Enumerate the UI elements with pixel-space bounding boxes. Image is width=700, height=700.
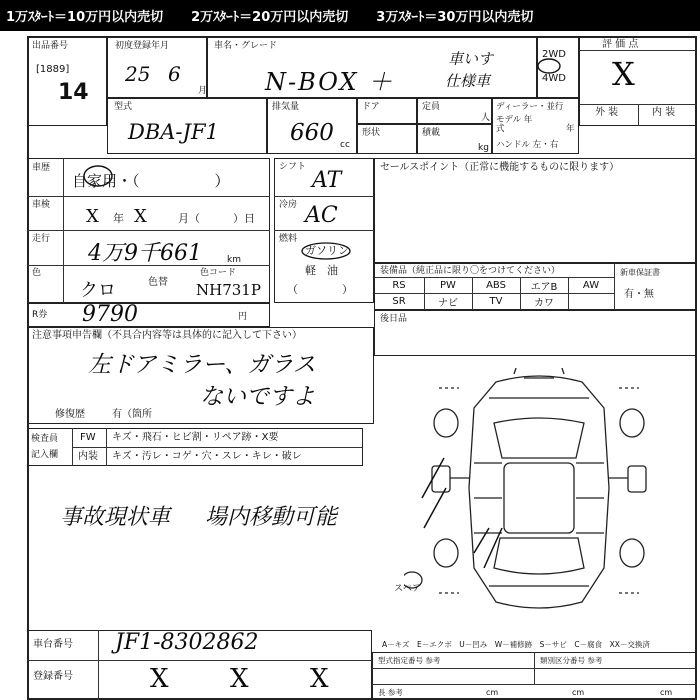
aftermarket-box	[374, 310, 697, 356]
fuel-paren: （ ）	[287, 283, 353, 296]
grade-exterior: 外 装	[595, 107, 619, 118]
history-value: 自家用・（ ）	[72, 172, 230, 190]
exhibit-label: 出品番号	[32, 41, 69, 51]
sales-point-label: セールスポイント（正常に機能するものに限ります）	[380, 162, 620, 173]
capacity-label: 定員	[422, 102, 441, 112]
drive-circle-mark	[536, 57, 562, 75]
door-label: ドア	[362, 102, 380, 112]
warranty-value: 有・無	[624, 289, 654, 300]
fuel-alt: 軽 油	[305, 264, 338, 277]
displacement-label: 排気量	[272, 102, 300, 112]
damage-legend: A－キズ E－エクボ U－凹み W－補修跡 S－サビ C－腐食 XX－交換済	[382, 640, 650, 649]
equipment-label: 装備品（純正品に限り〇をつけてください）	[380, 266, 561, 276]
exhibit-code: [1889]	[36, 64, 70, 75]
car-name-note-1: 車いす	[448, 50, 494, 68]
chassis-value: JF1-8302862	[115, 630, 259, 655]
fuel-circle-mark	[300, 241, 352, 261]
model-value: DBA-JF1	[128, 120, 219, 144]
color-code-label: 色コード	[200, 268, 237, 278]
shift-label: シフト	[279, 162, 307, 172]
drive-2wd: 2WD	[542, 49, 566, 60]
load-label: 積載	[422, 128, 441, 138]
recycle-value: 9790	[82, 302, 138, 327]
equip-sr: SR	[392, 296, 406, 307]
color-value: クロ	[80, 280, 116, 301]
grade-label: 評 価 点	[602, 39, 639, 50]
cert-row-1: 型式指定番号 参考	[378, 656, 441, 665]
inspection-year: X	[86, 206, 99, 227]
aircon-label: 冷房	[279, 200, 298, 210]
car-name-note-2: 仕様車	[445, 72, 491, 90]
shift-value: AT	[312, 168, 342, 193]
car-damage-diagram	[404, 368, 674, 618]
first-reg-year: 25	[125, 62, 151, 86]
inspection-month: X	[134, 206, 147, 227]
checker-int-text: キズ・汚レ・コゲ・穴・スレ・キレ・破レ	[112, 451, 302, 462]
history-label: 車歴	[32, 163, 51, 173]
notes-label: 注意事項申告欄（不具合内容等は具体的に記入して下さい）	[32, 330, 302, 341]
displacement-value: 660	[290, 120, 334, 146]
dealer-label: ディーラー・並行	[496, 102, 564, 112]
notes-line-2: ないですよ	[200, 384, 315, 410]
banner-item-3: 3万ｽﾀｰﾄ＝30万円以内売切	[376, 10, 534, 25]
repair-label: 修復歴	[55, 409, 85, 420]
fuel-label: 燃料	[279, 234, 298, 244]
cert-row-3: 長 参考	[378, 688, 403, 697]
equip-leather: カワ	[534, 298, 554, 309]
recycle-unit: 円	[238, 312, 248, 322]
chassis-label: 車台番号	[33, 639, 73, 650]
mileage-unit: km	[227, 255, 241, 265]
history-circle-mark	[82, 164, 114, 188]
first-reg-month: 6	[168, 62, 181, 86]
checker-fw-text: キズ・飛石・ヒビ割・リペア跡・X要	[112, 432, 279, 443]
equip-pw: PW	[440, 279, 456, 291]
drive-4wd: 4WD	[542, 73, 566, 84]
mileage-label: 走行	[32, 234, 51, 244]
dealer-handle: ハンドル 左・右	[496, 140, 559, 150]
first-reg-month-unit: 月	[198, 86, 208, 96]
exhibit-number: 14	[58, 80, 89, 105]
inspection-month-unit: 月（ ）日	[178, 212, 255, 225]
shape-label: 形状	[362, 128, 381, 138]
equip-navi: ナビ	[438, 298, 458, 309]
sales-point-box	[374, 158, 697, 263]
car-name-value: N-BOX ＋	[265, 68, 395, 96]
banner-item-1: 1万ｽﾀｰﾄ＝10万円以内売切	[6, 10, 164, 25]
color-rekkae: 色替	[148, 277, 168, 288]
banner-item-2: 2万ｽﾀｰﾄ＝20万円以内売切	[191, 10, 349, 25]
grade-interior: 内 装	[652, 107, 676, 118]
cert-cm-2: cm	[572, 688, 585, 697]
dealer-year-unit: 年	[566, 124, 575, 134]
warranty-label: 新車保証書	[620, 268, 660, 277]
displacement-unit: cc	[340, 140, 350, 150]
recycle-label: R券	[32, 310, 48, 320]
first-reg-label: 初度登録年月	[115, 41, 170, 51]
cert-cm-3: cm	[660, 688, 673, 697]
color-label: 色	[32, 268, 42, 278]
inspection-year-unit: 年	[113, 212, 124, 225]
equip-tv: TV	[489, 296, 503, 307]
dealer-model-year: モデル 年式	[496, 115, 533, 134]
cert-cm-1: cm	[486, 688, 499, 697]
recycle-box	[27, 303, 270, 327]
registration-mark-3: X	[310, 664, 329, 694]
registration-mark-1: X	[150, 664, 169, 694]
auction-banner	[0, 0, 700, 31]
model-label: 型式	[114, 102, 133, 112]
checker-label-2: 記入欄	[31, 450, 59, 460]
checker-int-label: 内装	[78, 451, 98, 462]
aftermarket-label: 後日品	[380, 314, 408, 324]
load-unit: kg	[478, 143, 489, 153]
registration-label: 登録番号	[33, 671, 73, 682]
fuel-value: ガソリン	[305, 244, 349, 257]
checker-fw-label: FW	[80, 432, 96, 443]
capacity-unit: 人	[481, 113, 491, 123]
color-code: NH731P	[196, 281, 261, 299]
equip-aw: AW	[582, 279, 600, 291]
checker-label-1: 検査員	[31, 434, 59, 444]
cert-row-2: 類別区分番号 参考	[540, 656, 603, 665]
aircon-value: AC	[305, 203, 338, 228]
registration-mark-2: X	[230, 664, 249, 694]
remark-accident: 事故現状車	[60, 505, 171, 530]
mileage-value: 4万9千661	[88, 241, 202, 266]
equip-rs: RS	[392, 279, 406, 291]
remark-movable: 場内移動可能	[205, 505, 338, 530]
notes-line-1: 左ドアミラー、ガラス	[88, 352, 316, 378]
inspection-label: 車検	[32, 200, 51, 210]
repair-value: 有（箇所	[112, 409, 152, 420]
spare-label: スペア	[394, 584, 422, 594]
car-name-label: 車名・グレード	[214, 41, 278, 51]
equip-abs: ABS	[486, 279, 506, 291]
grade-value: X	[612, 55, 635, 93]
equip-airbag: エアB	[530, 281, 558, 293]
